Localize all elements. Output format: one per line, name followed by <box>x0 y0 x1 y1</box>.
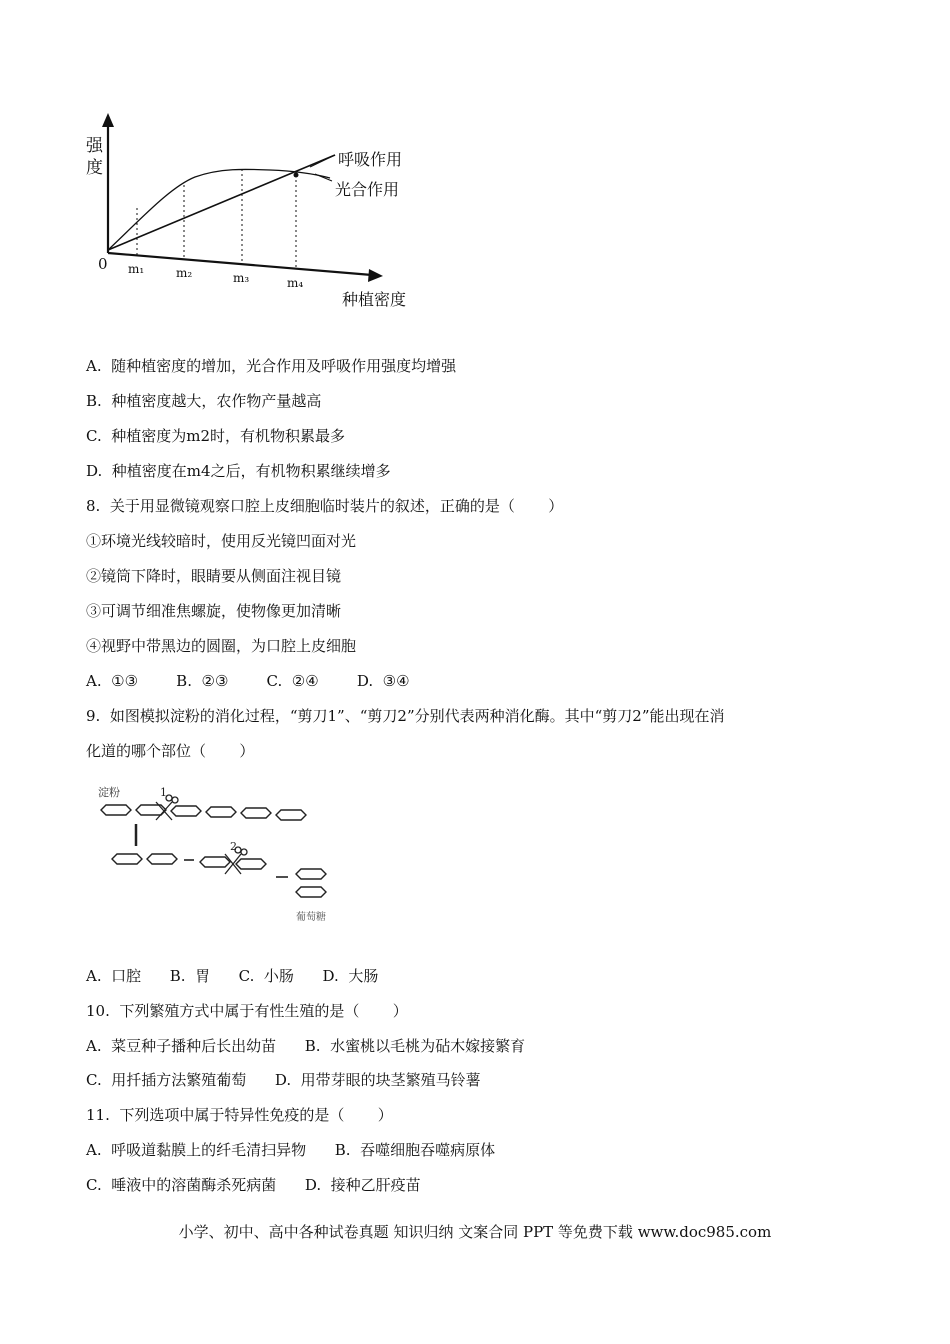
q7-option-b: B. 种植密度越大，农作物产量越高 <box>86 392 322 410</box>
respiration-line <box>108 155 335 250</box>
y-axis-label-2: 度 <box>86 158 103 178</box>
x-tick-m2: m₂ <box>176 266 193 280</box>
q9-options: A. 口腔 B. 胃 C. 小肠 D. 大肠 <box>86 967 379 985</box>
q10-options-line1: A. 菜豆种子播种后长出幼苗 B. 水蜜桃以毛桃为砧木嫁接繁育 <box>86 1037 526 1055</box>
q8-stem: 8. 关于用显微镜观察口腔上皮细胞临时装片的叙述，正确的是（ ） <box>86 497 564 515</box>
q8-statement-4: ④视野中带黑边的圆圈，为口腔上皮细胞 <box>86 637 357 655</box>
q8-statement-3: ③可调节细准焦螺旋，使物像更加清晰 <box>86 602 342 620</box>
q8-statement-1: ①环境光线较暗时，使用反光镜凹面对光 <box>86 532 357 550</box>
maltose-pair-left <box>112 854 177 864</box>
x-axis-label: 种植密度 <box>342 290 407 309</box>
glucose-units <box>296 869 326 897</box>
respiration-label: 呼吸作用 <box>338 150 403 169</box>
q7-option-c: C. 种植密度为m2时，有机物积累最多 <box>86 427 346 445</box>
photosynthesis-curve <box>108 169 330 250</box>
glucose-label: 葡萄糖 <box>296 912 326 923</box>
scissor-2-label: 2 <box>230 840 237 853</box>
q10-options-line2: C. 用扦插方法繁殖葡萄 D. 用带芽眼的块茎繁殖马铃薯 <box>86 1071 481 1089</box>
intersection-point <box>294 173 299 178</box>
q8-statement-2: ②镜筒下降时，眼睛要从侧面注视目镜 <box>86 567 342 585</box>
y-axis-arrow <box>102 113 114 127</box>
scissor-1-label: 1 <box>160 786 167 799</box>
q8-options: A. ①③ B. ②③ C. ②④ D. ③④ <box>86 672 410 690</box>
x-tick-m3: m₃ <box>233 271 250 285</box>
page-footer: 小学、初中、高中各种试卷真题 知识归纳 文案合同 PPT 等免费下载 www.doc985.com <box>178 1223 772 1241</box>
q11-stem: 11. 下列选项中属于特异性免疫的是（ ） <box>86 1106 393 1124</box>
q11-options-line1: A. 呼吸道黏膜上的纤毛清扫异物 B. 吞噬细胞吞噬病原体 <box>86 1141 496 1159</box>
q10-stem: 10. 下列繁殖方式中属于有性生殖的是（ ） <box>86 1002 408 1020</box>
x-axis-arrow <box>368 269 383 282</box>
respiration-leader <box>310 155 335 167</box>
q11-options-line2: C. 唾液中的溶菌酶杀死病菌 D. 接种乙肝疫苗 <box>86 1176 421 1194</box>
photosynthesis-label: 光合作用 <box>335 180 400 199</box>
q7-option-a: A. 随种植密度的增加，光合作用及呼吸作用强度均增强 <box>86 357 457 375</box>
density-intensity-graph <box>80 105 425 320</box>
q9-stem-line1: 9. 如图模拟淀粉的消化过程，“剪刀1”、“剪刀2”分别代表两种消化酶。其中“剪刀2”能出现在消 <box>86 707 725 725</box>
starch-chain-top <box>101 805 306 820</box>
q7-option-d: D. 种植密度在m4之后，有机物积累继续增多 <box>86 462 391 480</box>
origin-label: 0 <box>98 255 108 273</box>
x-tick-m4: m₄ <box>287 276 304 290</box>
starch-label: 淀粉 <box>98 786 120 799</box>
y-axis-label-1: 强 <box>86 136 103 156</box>
x-tick-m1: m₁ <box>128 262 145 276</box>
starch-digestion-figure <box>96 780 346 930</box>
q9-stem-line2: 化道的哪个部位（ ） <box>86 742 255 760</box>
